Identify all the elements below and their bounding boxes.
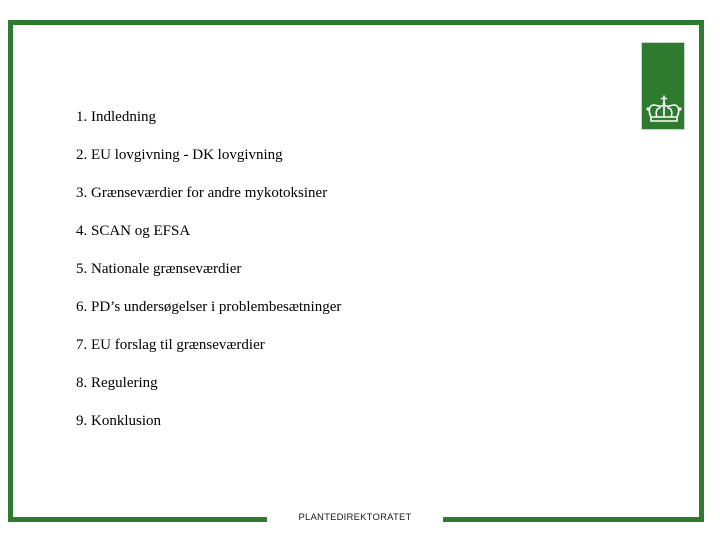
agenda-item: 4. SCAN og EFSA (76, 223, 191, 239)
agenda-item: 3. Grænseværdier for andre mykotoksiner (76, 185, 328, 201)
agenda-item: 8. Regulering (76, 375, 158, 391)
agenda-item: 6. PD’s undersøgelser i problembesætninger (76, 299, 342, 315)
agenda-list (76, 108, 341, 450)
agenda-item: 2. EU lovgivning - DK lovgivning (76, 147, 283, 163)
ministry-logo (641, 42, 685, 130)
agenda-item: 7. EU forslag til grænseværdier (76, 337, 265, 353)
agenda-item: 9. Konklusion (76, 413, 162, 429)
agenda-item: 1. Indledning (76, 109, 156, 125)
footer-label: PLANTEDIREKTORATET (267, 505, 443, 531)
crown-icon (645, 95, 683, 125)
agenda-item: 5. Nationale grænseværdier (76, 261, 242, 277)
